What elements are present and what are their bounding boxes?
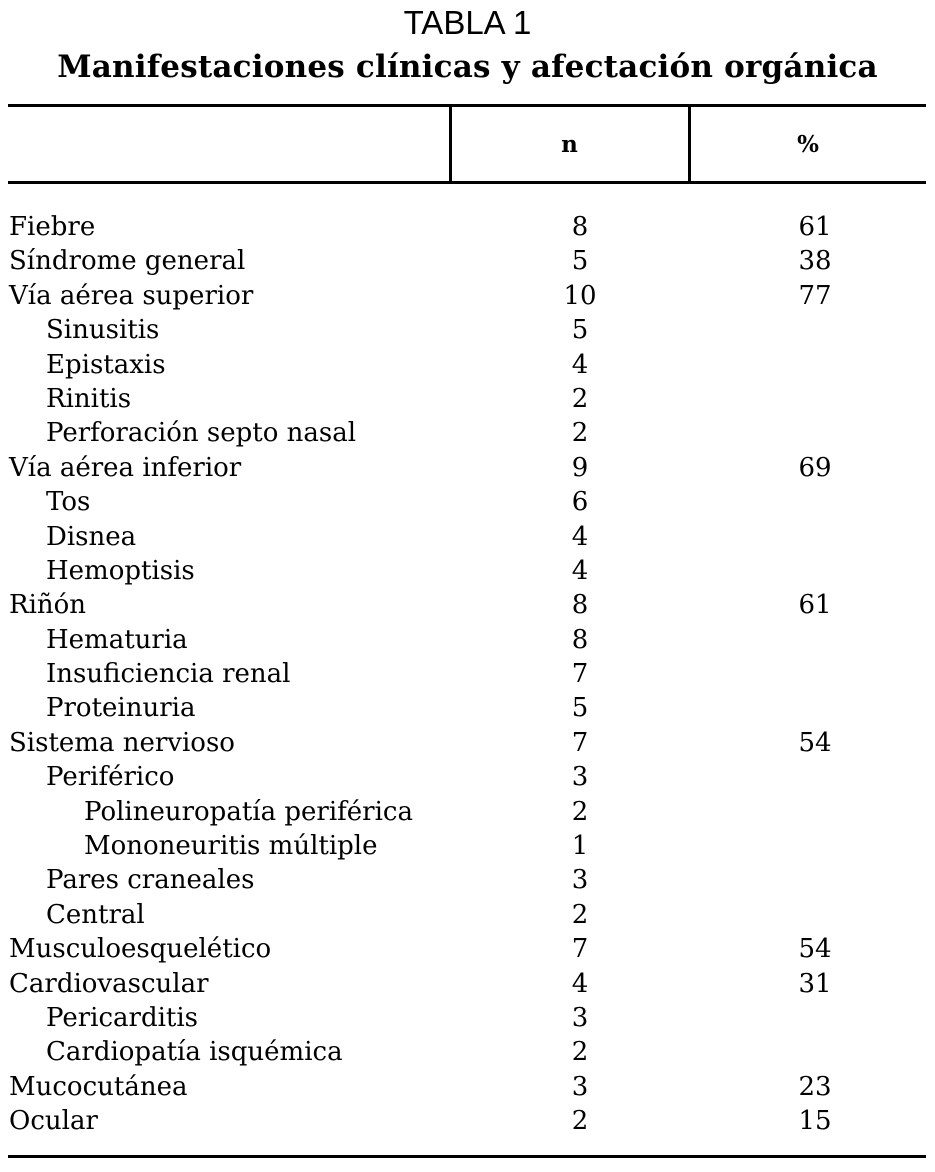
table-row	[0, 485, 935, 519]
row-percent-value: 54	[798, 934, 832, 965]
row-label: Mononeuritis múltiple	[84, 831, 378, 862]
table-row	[0, 554, 935, 588]
row-n-value: 4	[571, 968, 589, 999]
table-row	[0, 244, 935, 278]
column-header-n: n	[561, 131, 578, 158]
row-label: Sistema nervioso	[9, 727, 235, 758]
table-row	[0, 313, 935, 347]
row-n-value: 5	[571, 246, 589, 277]
row-label: Fiebre	[9, 212, 96, 242]
row-n-value: 2	[571, 796, 589, 827]
table-row	[0, 520, 935, 554]
table-number: TABLA 1	[403, 4, 532, 41]
table-row	[0, 1104, 935, 1138]
row-label: Tos	[46, 487, 91, 518]
row-n-value: 4	[571, 555, 589, 586]
row-n-value: 2	[571, 899, 589, 930]
row-n-value: 7	[571, 727, 589, 758]
row-n-value: 8	[571, 590, 589, 621]
row-n-value: 3	[571, 1002, 589, 1033]
row-label: Epistaxis	[46, 349, 166, 380]
table-row	[0, 588, 935, 622]
row-n-value: 2	[571, 1037, 589, 1068]
row-label: Sinusitis	[46, 315, 160, 346]
table-row	[0, 657, 935, 691]
row-n-value: 1	[571, 831, 589, 862]
row-label: Periférico	[46, 762, 175, 793]
row-label: Riñón	[9, 590, 87, 621]
table-body	[0, 210, 935, 1139]
row-n-value: 4	[571, 521, 589, 552]
row-percent-value: 15	[798, 1106, 832, 1137]
row-label: Pericarditis	[46, 1002, 199, 1033]
row-n-value: 2	[571, 1106, 589, 1137]
table-row	[0, 760, 935, 794]
row-percent-value: 38	[798, 246, 832, 277]
row-percent-value: 61	[798, 590, 832, 621]
row-label: Cardiopatía isquémica	[46, 1037, 343, 1068]
row-n-value: 5	[571, 693, 589, 724]
row-percent-value: 77	[798, 280, 832, 311]
row-label: Mucocutánea	[9, 1071, 188, 1102]
table-row	[0, 932, 935, 966]
row-label: Central	[46, 899, 145, 930]
table-row	[0, 348, 935, 382]
table-row	[0, 898, 935, 932]
row-label: Vía aérea inferior	[9, 452, 242, 483]
row-n-value: 3	[571, 762, 589, 793]
table-top-rule	[8, 104, 926, 107]
row-label: Polineuropatía periférica	[84, 796, 413, 827]
table-bottom-rule	[8, 1155, 926, 1158]
row-label: Rinitis	[46, 383, 132, 414]
table-row	[0, 451, 935, 485]
table-row	[0, 829, 935, 863]
table-title: Manifestaciones clínicas y afectación orgánica	[57, 49, 878, 85]
row-n-value: 4	[571, 349, 589, 380]
row-n-value: 9	[571, 452, 589, 483]
row-label: Pares craneales	[46, 865, 255, 896]
table-row	[0, 726, 935, 760]
table-row	[0, 210, 935, 244]
row-n-value: 6	[571, 487, 589, 518]
column-header-percent: %	[797, 131, 819, 158]
row-percent-value: 31	[798, 968, 832, 999]
row-n-value: 3	[571, 865, 589, 896]
row-label: Cardiovascular	[9, 968, 209, 999]
row-label: Perforación septo nasal	[46, 418, 357, 449]
row-percent-value: 23	[798, 1071, 832, 1102]
row-n-value: 7	[571, 659, 589, 690]
table-row	[0, 382, 935, 416]
row-n-value: 2	[571, 383, 589, 414]
table-row	[0, 795, 935, 829]
row-n-value: 3	[571, 1071, 589, 1102]
row-label: Ocular	[9, 1106, 98, 1137]
row-n-value: 8	[571, 212, 589, 242]
table-row	[0, 863, 935, 897]
row-label: Musculoesquelético	[9, 934, 272, 965]
table-row	[0, 1001, 935, 1035]
row-n-value: 5	[571, 315, 589, 346]
row-n-value: 7	[571, 934, 589, 965]
row-label: Insuficiencia renal	[46, 659, 291, 690]
table-row	[0, 1070, 935, 1104]
row-percent-value: 69	[798, 452, 832, 483]
row-label: Hematuria	[46, 624, 188, 655]
table-row	[0, 967, 935, 1001]
row-n-value: 2	[571, 418, 589, 449]
row-label: Proteinuria	[46, 693, 196, 724]
table-row	[0, 1035, 935, 1069]
table-row	[0, 623, 935, 657]
row-label: Hemoptisis	[46, 555, 195, 586]
row-percent-value: 54	[798, 727, 832, 758]
header-bottom-rule	[8, 181, 926, 184]
row-percent-value: 61	[798, 212, 832, 242]
row-label: Disnea	[46, 521, 137, 552]
row-label: Vía aérea superior	[9, 280, 254, 311]
table-row	[0, 416, 935, 450]
table-row	[0, 691, 935, 725]
row-n-value: 10	[563, 280, 597, 311]
row-n-value: 8	[571, 624, 589, 655]
table-row	[0, 279, 935, 313]
row-label: Síndrome general	[9, 246, 246, 277]
